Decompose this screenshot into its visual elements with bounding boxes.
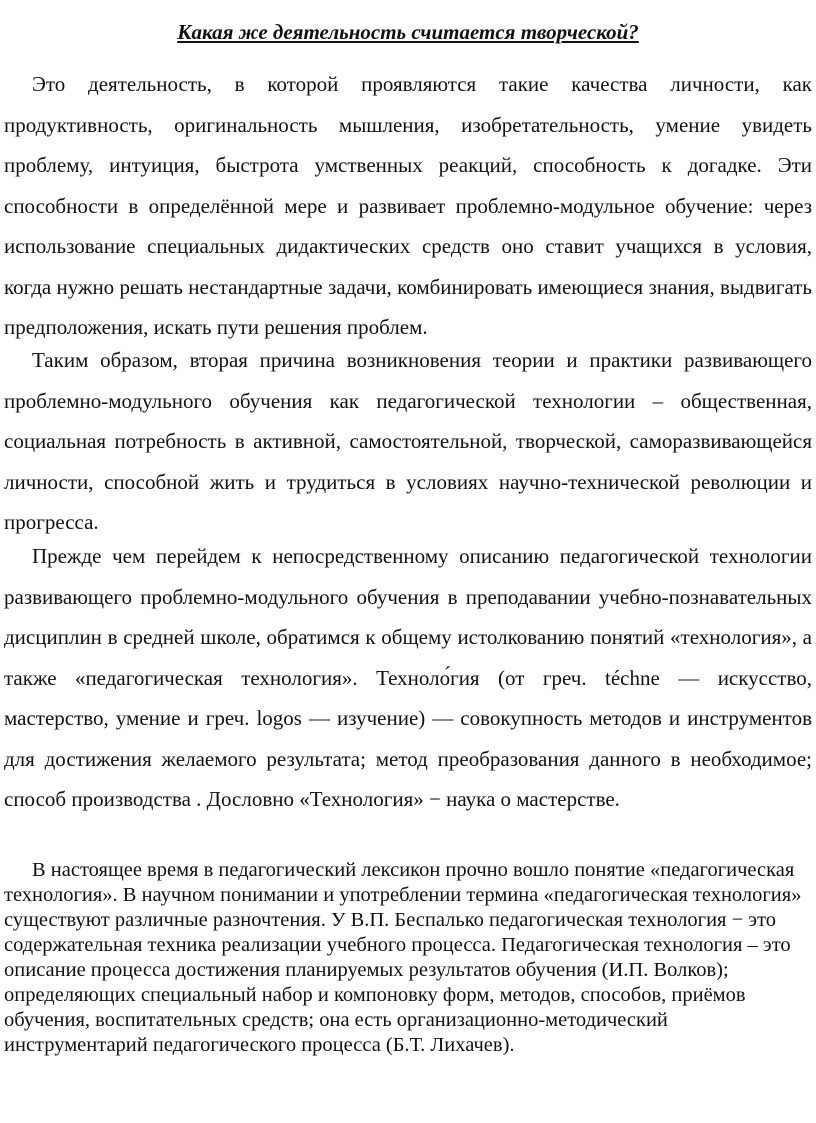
paragraph-2: Таким образом, вторая причина возникновения теории и практики развивающего проблемно-модульного обучения как педагогической технологии – общественная, социальная потребность в активной, самостоятельной, творческой, саморазвивающейся личности, способной жить и трудиться в условиях научно-технической революции и прогресса.	[4, 348, 812, 534]
paragraph-3: Прежде чем перейдем к непосредственному описанию педагогической технологии развивающего проблемно-модульного обучения в преподавании учебно-познавательных дисциплин в средней школе, обратимся к общему истолкованию понятий «технология», а также «педагогическая технология». Техноло́гия (от греч. téchne — искусство, мастерство, умение и греч. logos — изучение) — совокупность методов и инструментов для достижения желаемого результата; метод преобразования данного в необходимое; способ производства . Дословно «Технология» − наука о мастерстве.	[4, 544, 812, 811]
paragraph-4: В настоящее время в педагогический лексикон прочно вошло понятие «педагогическая технология». В научном понимании и употреблении термина «педагогическая технология» существуют различные разночтения. У В.П. Беспалько педагогическая технология − это содержательная техника реализации учебного процесса. Педагогическая технология – это описание процесса достижения планируемых результатов обучения (И.П. Волков); определяющих специальный набор и компоновку форм, методов, способов, приёмов обучения, воспитательных средств; она есть организационно-методический инструментарий педагогического процесса (Б.Т. Лихачев).	[4, 859, 802, 1056]
document-title: Какая же деятельность считается творческой?	[177, 20, 639, 44]
paragraph-1: Это деятельность, в которой проявляются такие качества личности, как продуктивность, оригинальность мышления, изобретательность, умение увидеть проблему, интуиция, быстрота умственных реакций, способность к догадке. Эти способности в определённой мере и развивает проблемно-модульное обучение: через использование специальных дидактических средств оно ставит учащихся в условия, когда нужно решать нестандартные задачи, комбинировать имеющиеся знания, выдвигать предположения, искать пути решения проблем.	[4, 72, 812, 339]
